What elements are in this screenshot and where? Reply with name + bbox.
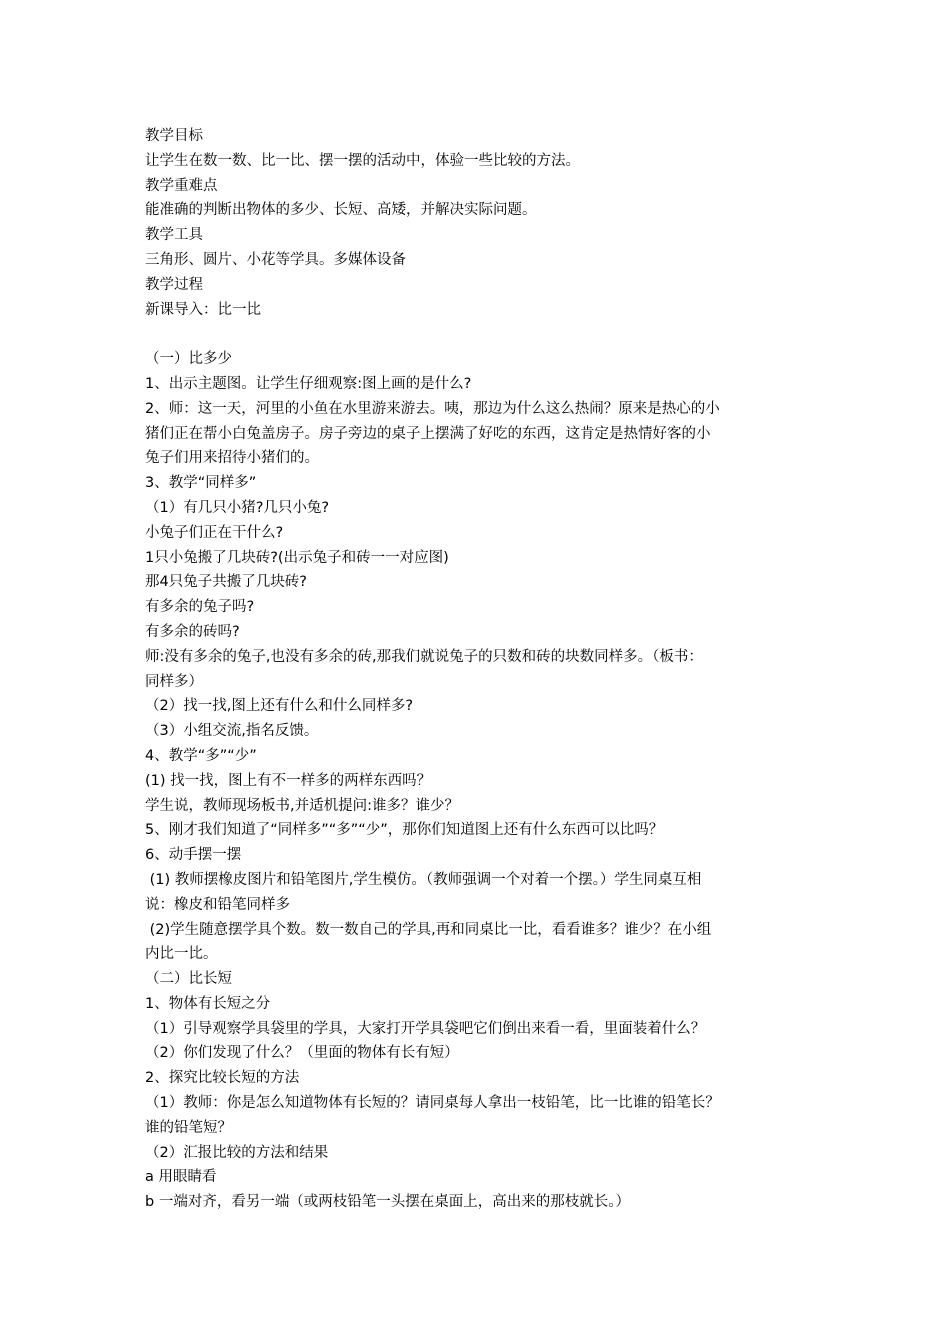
text-line: 猪们正在帮小白兔盖房子。房子旁边的桌子上摆满了好吃的东西，这肯定是热情好客的小 xyxy=(145,425,711,442)
text-line: （2）找一找,图上还有什么和什么同样多? xyxy=(145,698,414,715)
text-line: 教学目标 xyxy=(145,128,203,144)
text-line: 兔子们用来招待小猪们的。 xyxy=(145,450,319,467)
text-line: 2、师：这一天，河里的小鱼在水里游来游去。咦，那边为什么这么热闹？原来是热心的小 xyxy=(145,400,720,417)
text-line: (2)学生随意摆学具个数。数一数自己的学具,再和同桌比一比，看看谁多？谁少？在小组 xyxy=(145,921,712,938)
text-line: 新课导入：比一比 xyxy=(145,301,261,318)
text-line: 内比一比。 xyxy=(145,946,218,963)
text-line: 3、教学“同样多” xyxy=(145,475,257,492)
text-line: a 用眼睛看 xyxy=(145,1169,217,1186)
text-line: 1、物体有长短之分 xyxy=(145,995,271,1012)
text-line: （二）比长短 xyxy=(145,971,232,988)
text-line: 能准确的判断出物体的多少、长短、高矮，并解决实际问题。 xyxy=(145,202,537,219)
text-line: 2、探究比较长短的方法 xyxy=(145,1070,300,1087)
text-line: 同样多） xyxy=(145,673,203,690)
text-line: 三角形、圆片、小花等学具。多媒体设备 xyxy=(145,251,406,268)
text-line: 谁的铅笔短？ xyxy=(145,1119,232,1136)
text-line: 让学生在数一数、比一比、摆一摆的活动中，体验一些比较的方法。 xyxy=(145,152,580,169)
text-line: (1) 找一找，图上有不一样多的两样东西吗？ xyxy=(145,772,432,789)
text-line: 有多余的砖吗? xyxy=(145,623,240,640)
text-line: （一）比多少 xyxy=(145,351,232,368)
text-line: （1）引导观察学具袋里的学具，大家打开学具袋吧它们倒出来看一看，里面装着什么？ xyxy=(145,1020,706,1037)
text-line: （1）教师：你是怎么知道物体有长短的？请同桌每人拿出一枝铅笔，比一比谁的铅笔长？ xyxy=(145,1095,720,1112)
text-line: 教学过程 xyxy=(145,276,203,293)
text-line: b 一端对齐，看另一端（或两枝铅笔一头摆在桌面上，高出来的那枝就长。） xyxy=(145,1194,631,1211)
document-body xyxy=(145,124,815,1215)
text-line: 6、动手摆一摆 xyxy=(145,847,242,864)
text-line: 4、教学“多”“少” xyxy=(145,747,257,764)
text-line: 5、刚才我们知道了“同样多”“多”“少”，那你们知道图上还有什么东西可以比吗？ xyxy=(145,822,664,839)
text-line: 学生说，教师现场板书,并适机提问:谁多？谁少？ xyxy=(145,797,459,814)
text-line: （1）有几只小猪?几只小兔? xyxy=(145,499,330,516)
text-line: 师:没有多余的兔子,也没有多余的砖,那我们就说兔子的只数和砖的块数同样多。（板书： xyxy=(145,648,703,665)
text-line: 教学工具 xyxy=(145,227,203,244)
text-line: （3）小组交流,指名反馈。 xyxy=(145,723,319,740)
text-line: (1) 教师摆橡皮图片和铅笔图片,学生模仿。（教师强调一个对着一个摆。）学生同桌互相 xyxy=(145,871,702,888)
text-line: 教学重难点 xyxy=(145,177,218,194)
blank-line xyxy=(145,322,815,347)
text-line: 说：橡皮和铅笔同样多 xyxy=(145,896,290,913)
text-line: 1、出示主题图。让学生仔细观察:图上画的是什么? xyxy=(145,375,472,392)
text-line: 有多余的兔子吗? xyxy=(145,599,255,616)
text-line: （2）你们发现了什么？（里面的物体有长有短） xyxy=(145,1045,459,1062)
text-line: （2）汇报比较的方法和结果 xyxy=(145,1144,329,1161)
text-line: 1只小兔搬了几块砖?(出示兔子和砖一一对应图) xyxy=(145,549,449,566)
text-line: 小兔子们正在干什么? xyxy=(145,524,284,541)
text-line: 那4只兔子共搬了几块砖? xyxy=(145,574,307,591)
